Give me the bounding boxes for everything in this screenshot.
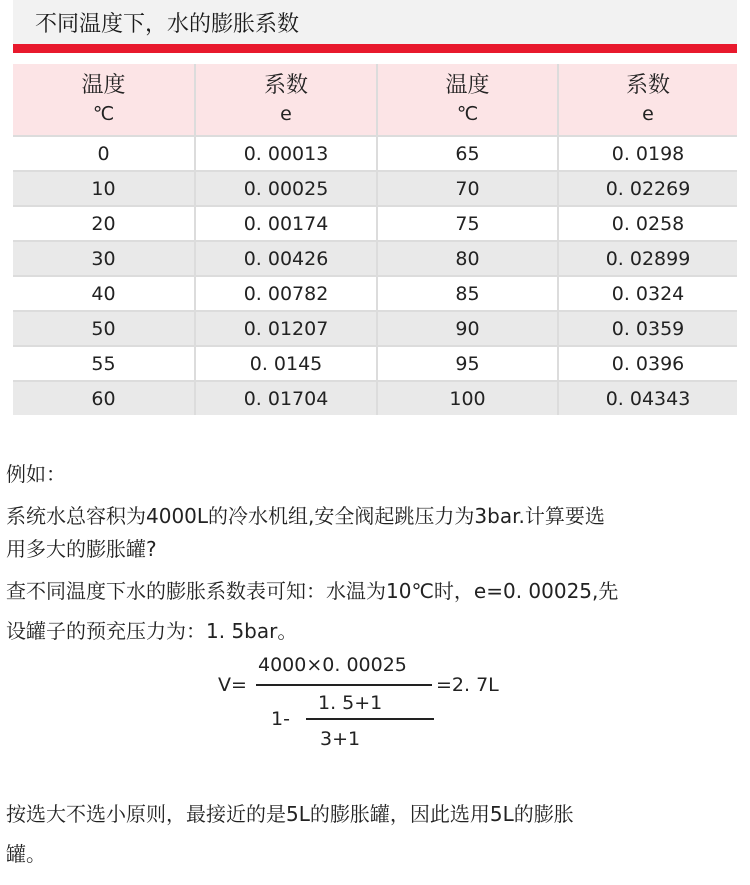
table-cell: 50 [13, 312, 194, 345]
header-cell-temperature-1 [13, 64, 194, 135]
table-cell: 0. 01704 [196, 382, 376, 415]
table-cell: 0. 00174 [196, 207, 376, 240]
fraction-bar-inner [306, 718, 434, 720]
conclusion-line-1: 按选大不选小原则，最接近的是5L的膨胀罐，因此选用5L的膨胀 [6, 802, 574, 826]
formula-inner-numerator: 1. 5+1 [318, 692, 383, 714]
table-cell: 0. 0258 [559, 207, 737, 240]
table-cell: 0. 00782 [196, 277, 376, 310]
table-cell: 40 [13, 277, 194, 310]
page-title: 不同温度下，水的膨胀系数 [35, 12, 300, 37]
table-cell: 0. 0396 [559, 347, 737, 380]
fraction-bar-main [256, 684, 432, 686]
example-line-1: 系统水总容积为4000L的冷水机组,安全阀起跳压力为3bar.计算要选 [6, 504, 605, 528]
expansion-coefficient-table [13, 64, 737, 415]
header-label: 温度 [445, 72, 490, 98]
table-cell: 0. 0198 [559, 137, 737, 170]
conclusion-line-2: 罐。 [6, 842, 46, 866]
example-intro: 例如： [6, 462, 66, 486]
formula-denominator-prefix: 1- [271, 708, 290, 730]
table-cell: 0. 02269 [559, 172, 737, 205]
table-cell: 0. 01207 [196, 312, 376, 345]
formula-inner-denominator: 3+1 [320, 728, 361, 750]
table-cell: 60 [13, 382, 194, 415]
header-unit: e [642, 102, 654, 125]
table-cell: 0. 00025 [196, 172, 376, 205]
table-cell: 95 [378, 347, 557, 380]
table-cell: 85 [378, 277, 557, 310]
formula-numerator: 4000×0. 00025 [258, 654, 407, 676]
table-cell: 10 [13, 172, 194, 205]
example-line-4: 设罐子的预充压力为：1. 5bar。 [6, 619, 298, 643]
header-unit: e [280, 102, 292, 125]
table-cell: 0. 0324 [559, 277, 737, 310]
header-unit: ℃ [92, 102, 115, 125]
table-cell: 55 [13, 347, 194, 380]
table-cell: 0. 00426 [196, 242, 376, 275]
header-cell-coefficient-1 [196, 64, 376, 135]
header-label: 温度 [81, 72, 126, 98]
title-bar [13, 0, 737, 53]
table-cell: 75 [378, 207, 557, 240]
formula-lhs: V= [218, 674, 247, 696]
header-cell-temperature-2 [378, 64, 557, 135]
table-cell: 90 [378, 312, 557, 345]
header-cell-coefficient-2 [559, 64, 737, 135]
formula-result: =2. 7L [436, 674, 499, 696]
table-cell: 100 [378, 382, 557, 415]
header-label: 系数 [625, 72, 670, 98]
table-cell: 0. 04343 [559, 382, 737, 415]
example-line-3: 查不同温度下水的膨胀系数表可知：水温为10℃时，e=0. 00025,先 [6, 579, 619, 603]
table-cell: 80 [378, 242, 557, 275]
header-label: 系数 [263, 72, 308, 98]
example-line-2: 用多大的膨胀罐? [6, 537, 157, 561]
table-cell: 70 [378, 172, 557, 205]
table-cell: 65 [378, 137, 557, 170]
table-cell: 0 [13, 137, 194, 170]
table-cell: 0. 0145 [196, 347, 376, 380]
table-cell: 0. 02899 [559, 242, 737, 275]
table-cell: 20 [13, 207, 194, 240]
table-cell: 0. 0359 [559, 312, 737, 345]
table-cell: 0. 00013 [196, 137, 376, 170]
header-unit: ℃ [456, 102, 479, 125]
table-cell: 30 [13, 242, 194, 275]
